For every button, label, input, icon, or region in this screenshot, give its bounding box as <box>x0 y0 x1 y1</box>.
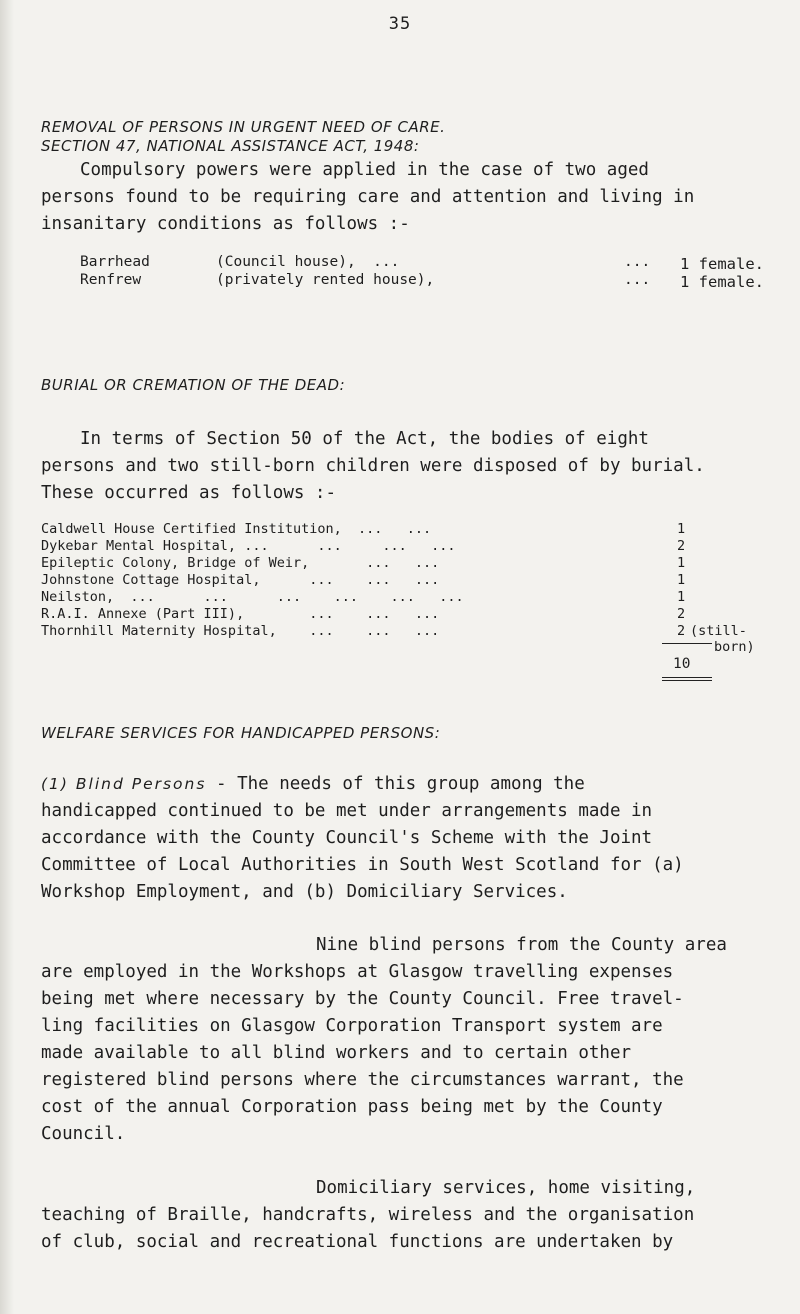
welfare-para2-line-6: registered blind persons where the circumstances warrant, the <box>41 1070 684 1090</box>
removal-heading-line-2: SECTION 47, NATIONAL ASSISTANCE ACT, 1948: <box>41 137 420 155</box>
removal-row-dots: ... <box>624 272 651 288</box>
removal-row-place: Renfrew <box>80 272 142 288</box>
welfare-para2-line-8: Council. <box>41 1124 126 1144</box>
removal-para-line-2: persons found to be requiring care and attention and living in <box>41 187 695 207</box>
burial-para-line-3: These occurred as follows :- <box>41 483 337 503</box>
total-rule <box>662 643 712 644</box>
removal-row-place: Barrhead <box>80 254 150 270</box>
removal-row-count: 1 female. <box>680 255 764 273</box>
burial-para-line-2: persons and two still-born children were disposed of by burial. <box>41 456 705 476</box>
removal-row-detail: (Council house), ... <box>216 254 400 270</box>
welfare-para2-line-2: are employed in the Workshops at Glasgow travelling expenses <box>41 962 674 982</box>
welfare-para2-line-5: made available to all blind workers and to certain other <box>41 1043 632 1063</box>
burial-row-label: Caldwell House Certified Institution, ... ... <box>41 521 432 537</box>
burial-heading: BURIAL OR CREMATION OF THE DEAD: <box>41 376 346 394</box>
burial-row-label: R.A.I. Annexe (Part III), ... ... ... <box>41 606 440 622</box>
burial-row-label: Thornhill Maternity Hospital, ... ... ... <box>41 623 440 639</box>
removal-row-detail: (privately rented house), <box>216 272 435 288</box>
scan-edge-shadow <box>0 0 14 1314</box>
welfare-para1-line-2: handicapped continued to be met under arrangements made in <box>41 801 653 821</box>
removal-row-dots: ... <box>624 254 651 270</box>
still-born-note-1: (still- <box>690 623 747 639</box>
burial-row-count: 2 <box>677 606 686 622</box>
burial-row-count: 2 <box>677 623 686 639</box>
removal-row-count: 1 female. <box>680 273 764 291</box>
burial-row-label: Neilston, ... ... ... ... ... ... <box>41 589 464 605</box>
removal-para-line-3: insanitary conditions as follows :- <box>41 214 410 234</box>
welfare-para2-line-7: cost of the annual Corporation pass being met by the County <box>41 1097 663 1117</box>
burial-total: 10 <box>673 656 691 672</box>
double-rule-bottom <box>662 680 712 681</box>
burial-row-label: Johnstone Cottage Hospital, ... ... ... <box>41 572 440 588</box>
welfare-para3-line-2: teaching of Braille, handcrafts, wireless and the organisation <box>41 1205 695 1225</box>
welfare-para2-line-3: being met where necessary by the County Council. Free travel- <box>41 989 684 1009</box>
welfare-para2-line-4: ling facilities on Glasgow Corporation Transport system are <box>41 1016 663 1036</box>
welfare-para3-line-1: Domiciliary services, home visiting, <box>316 1178 696 1198</box>
burial-row-count: 1 <box>677 555 686 571</box>
page-number: 35 <box>388 14 412 34</box>
burial-row-count: 1 <box>677 572 686 588</box>
welfare-para3-line-3: of club, social and recreational functions are undertaken by <box>41 1232 674 1252</box>
still-born-note-2: born) <box>714 639 755 655</box>
burial-row-label: Dykebar Mental Hospital, ... ... ... ... <box>41 538 456 554</box>
blind-persons-subheading: (1) Blind Persons <box>41 775 207 793</box>
welfare-para1-line-1: - The needs of this group among the <box>216 774 585 794</box>
welfare-para1-line-3: accordance with the County Council's Scheme with the Joint <box>41 828 653 848</box>
welfare-para2-line-1: Nine blind persons from the County area <box>316 935 727 955</box>
welfare-heading: WELFARE SERVICES FOR HANDICAPPED PERSONS: <box>41 724 441 742</box>
burial-row-count: 1 <box>677 521 686 537</box>
removal-para-line-1: Compulsory powers were applied in the case of two aged <box>80 160 649 180</box>
welfare-para1-line-5: Workshop Employment, and (b) Domiciliary Services. <box>41 882 568 902</box>
removal-heading-line-1: REMOVAL OF PERSONS IN URGENT NEED OF CARE. <box>41 118 446 136</box>
double-rule-top <box>662 677 712 678</box>
welfare-para1-line-4: Committee of Local Authorities in South West Scotland for (a) <box>41 855 684 875</box>
burial-row-count: 2 <box>677 538 686 554</box>
burial-row-count: 1 <box>677 589 686 605</box>
burial-row-label: Epileptic Colony, Bridge of Weir, ... ... <box>41 555 440 571</box>
burial-para-line-1: In terms of Section 50 of the Act, the bodies of eight <box>80 429 649 449</box>
